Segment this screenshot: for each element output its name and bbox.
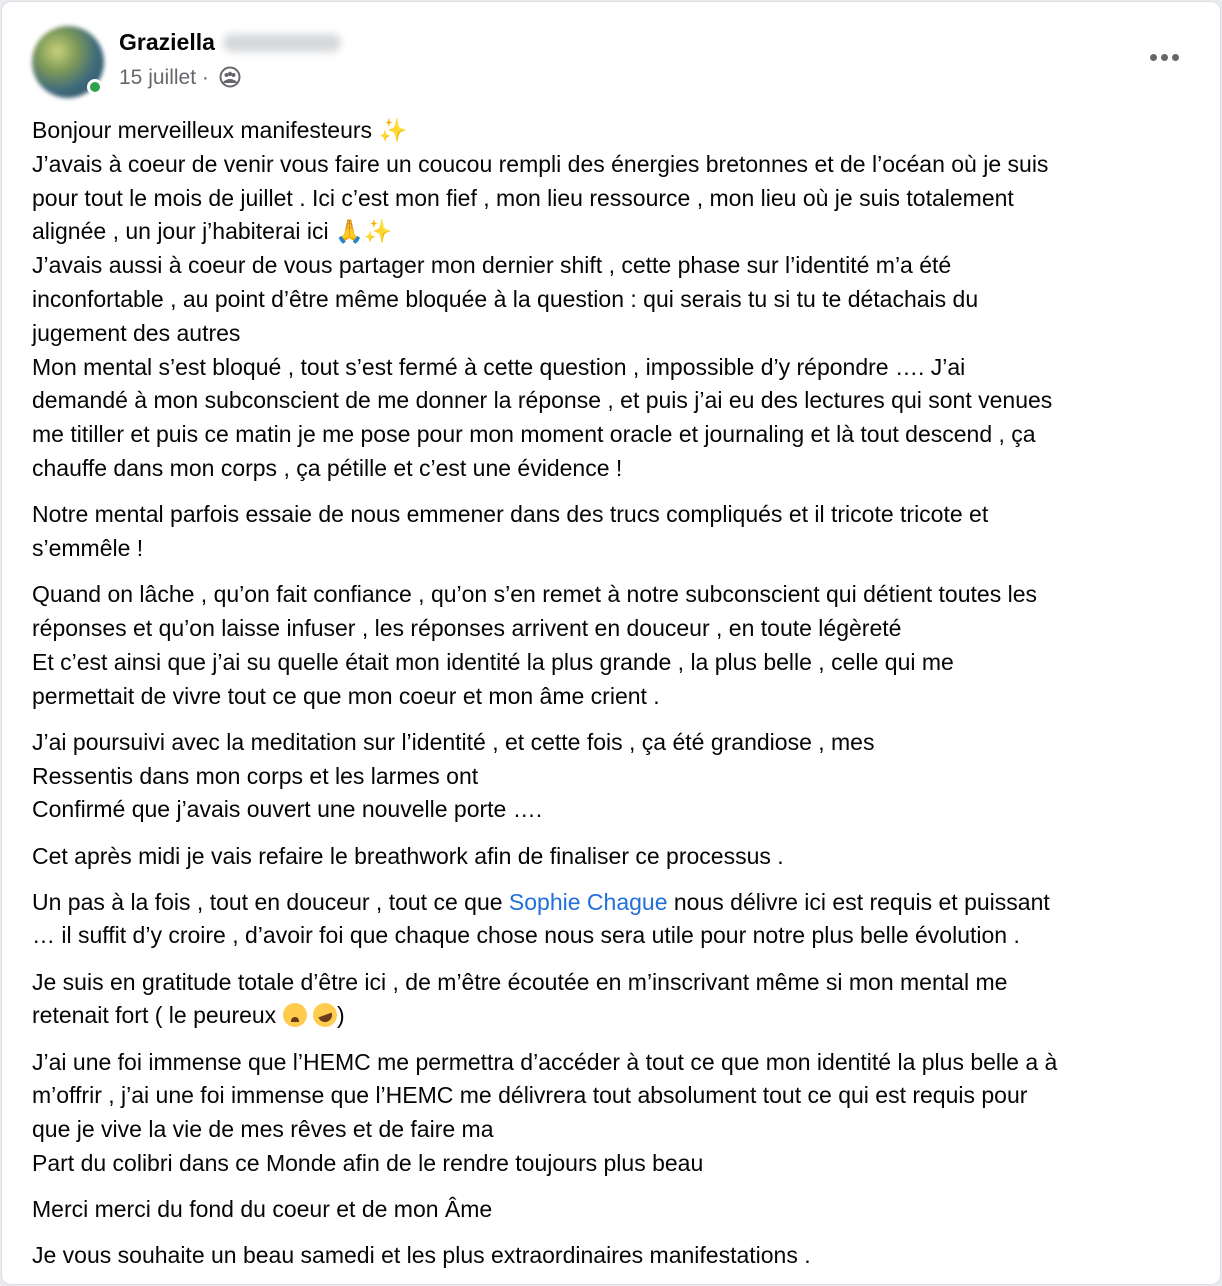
post-date[interactable]: 15 juillet [119,66,197,89]
sparkles-emoji: ✨ [378,118,408,144]
online-status-dot [87,79,103,95]
post-text-line: Notre mental parfois essaie de nous emmener dans des trucs compliqués et il tricote tricote et [32,501,989,528]
post-text-line: Part du colibri dans ce Monde afin de le rendre toujours plus beau [32,1150,704,1177]
post-text-line: pour tout le mois de juillet . Ici c’est mon fief , mon lieu ressource , mon lieu où je suis totalement [32,184,1014,211]
post-text-line: jugement des autres [32,319,241,346]
post-text-line: demandé à mon subconscient de me donner la réponse , et puis j’ai eu des lectures qui sont venues [32,387,1053,414]
paragraph-1 [32,114,1202,486]
more-options-button[interactable] [1140,42,1188,74]
post-card [1,1,1221,1285]
post-text-line: alignée , un jour j’habiterai ici [32,218,329,245]
post-text-line: J’avais aussi à coeur de vous partager mon dernier shift , cette phase sur l’identité m’a été [32,252,952,279]
post-text-line: me titiller et puis ce matin je me pose pour mon moment oracle et journaling et là tout descend , ça [32,421,1036,448]
paragraph-4 [32,726,1202,827]
post-body [32,114,1202,1285]
post-text-line: m’offrir , j’ai une foi immense que l’HEMC me délivrera tout absolument tout ce qui est requis pour [32,1082,1028,1109]
post-meta [119,66,241,90]
meta-separator: · [201,66,209,89]
post-text-segment: ) [336,1002,345,1029]
post-text-segment: nous délivre ici est requis et puissant [667,888,1050,915]
author-first-name[interactable]: Graziella [119,29,215,55]
post-text-line: Cet après midi je vais refaire le breathwork afin de finaliser ce processus . [32,842,784,869]
post-text-line: retenait fort ( le peureux [32,1002,277,1029]
author-name[interactable] [119,29,341,56]
post-text-line: J’ai une foi immense que l’HEMC me permettra d’accéder à tout ce que mon identité la plus belle a à [32,1048,1058,1075]
post-text-line: Bonjour merveilleux manifesteurs [32,117,373,143]
worried-face-icon [283,1003,307,1027]
post-text-line: réponses et qu’on laisse infuser , les réponses arrivent en douceur , en toute légèreté [32,614,902,641]
post-text-segment: Un pas à la fois , tout en douceur , tout ce que [32,888,509,915]
author-surname-blurred [223,34,341,52]
sparkles-emoji: ✨ [363,219,393,246]
paragraph-6 [32,886,1202,954]
pray-emoji: 🙏 [335,219,364,246]
paragraph-8 [32,1046,1202,1181]
paragraph-9 [32,1193,1202,1227]
paragraph-10 [32,1239,1202,1273]
paragraph-2 [32,498,1202,566]
rolling-on-floor-laughing-icon [310,1000,341,1031]
post-text-line: que je vive la vie de mes rêves et de faire ma [32,1116,494,1143]
post-text-line: permettait de vivre tout ce que mon coeur et mon âme crient . [32,682,660,709]
post-text-line: s’emmêle ! [32,534,144,561]
post-header [2,2,1220,112]
post-text-line: Quand on lâche , qu’on fait confiance , qu’on s’en remet à notre subconscient qui détient toutes les [32,581,1037,608]
post-text-line: Merci merci du fond du coeur et de mon Âme [32,1196,493,1223]
post-text-line: … il suffit d’y croire , d’avoir foi que chaque chose nous sera utile pour notre plus belle évolution . [32,922,1020,949]
post-text-line: Je vous souhaite un beau samedi et les plus extraordinaires manifestations . [32,1242,811,1269]
post-text-line: Mon mental s’est bloqué , tout s’est fermé à cette question , impossible d’y répondre …. J’ai [32,353,966,380]
post-text-line: Je suis en gratitude totale d’être ici , de m’être écoutée en m’inscrivant même si mon mental me [32,968,1008,995]
post-text-line: Ressentis dans mon corps et les larmes ont [32,762,479,789]
post-text-line: J’ai poursuivi avec la meditation sur l’identité , et cette fois , ça été grandiose , mes [32,728,875,755]
more-horizontal-icon [1161,54,1168,61]
post-text-line: chauffe dans mon corps , ça pétille et c’est une évidence ! [32,454,623,481]
post-text-line: inconfortable , au point d’être même bloquée à la question : qui serais tu si tu te détachais du [32,285,979,312]
paragraph-3 [32,578,1202,713]
post-text-line: J’avais à coeur de venir vous faire un coucou rempli des énergies bretonnes et de l’océan où je suis [32,150,1049,177]
post-text-line: Confirmé que j’avais ouvert une nouvelle porte …. [32,796,543,823]
post-text-line: Et c’est ainsi que j’ai su quelle était mon identité la plus grande , la plus belle , celle qui me [32,648,954,675]
more-horizontal-icon [1172,54,1179,61]
more-horizontal-icon [1150,54,1157,61]
mention-link[interactable]: Sophie Chague [508,888,668,915]
paragraph-7 [32,966,1202,1034]
paragraph-5 [32,840,1202,874]
group-icon[interactable] [219,66,241,88]
